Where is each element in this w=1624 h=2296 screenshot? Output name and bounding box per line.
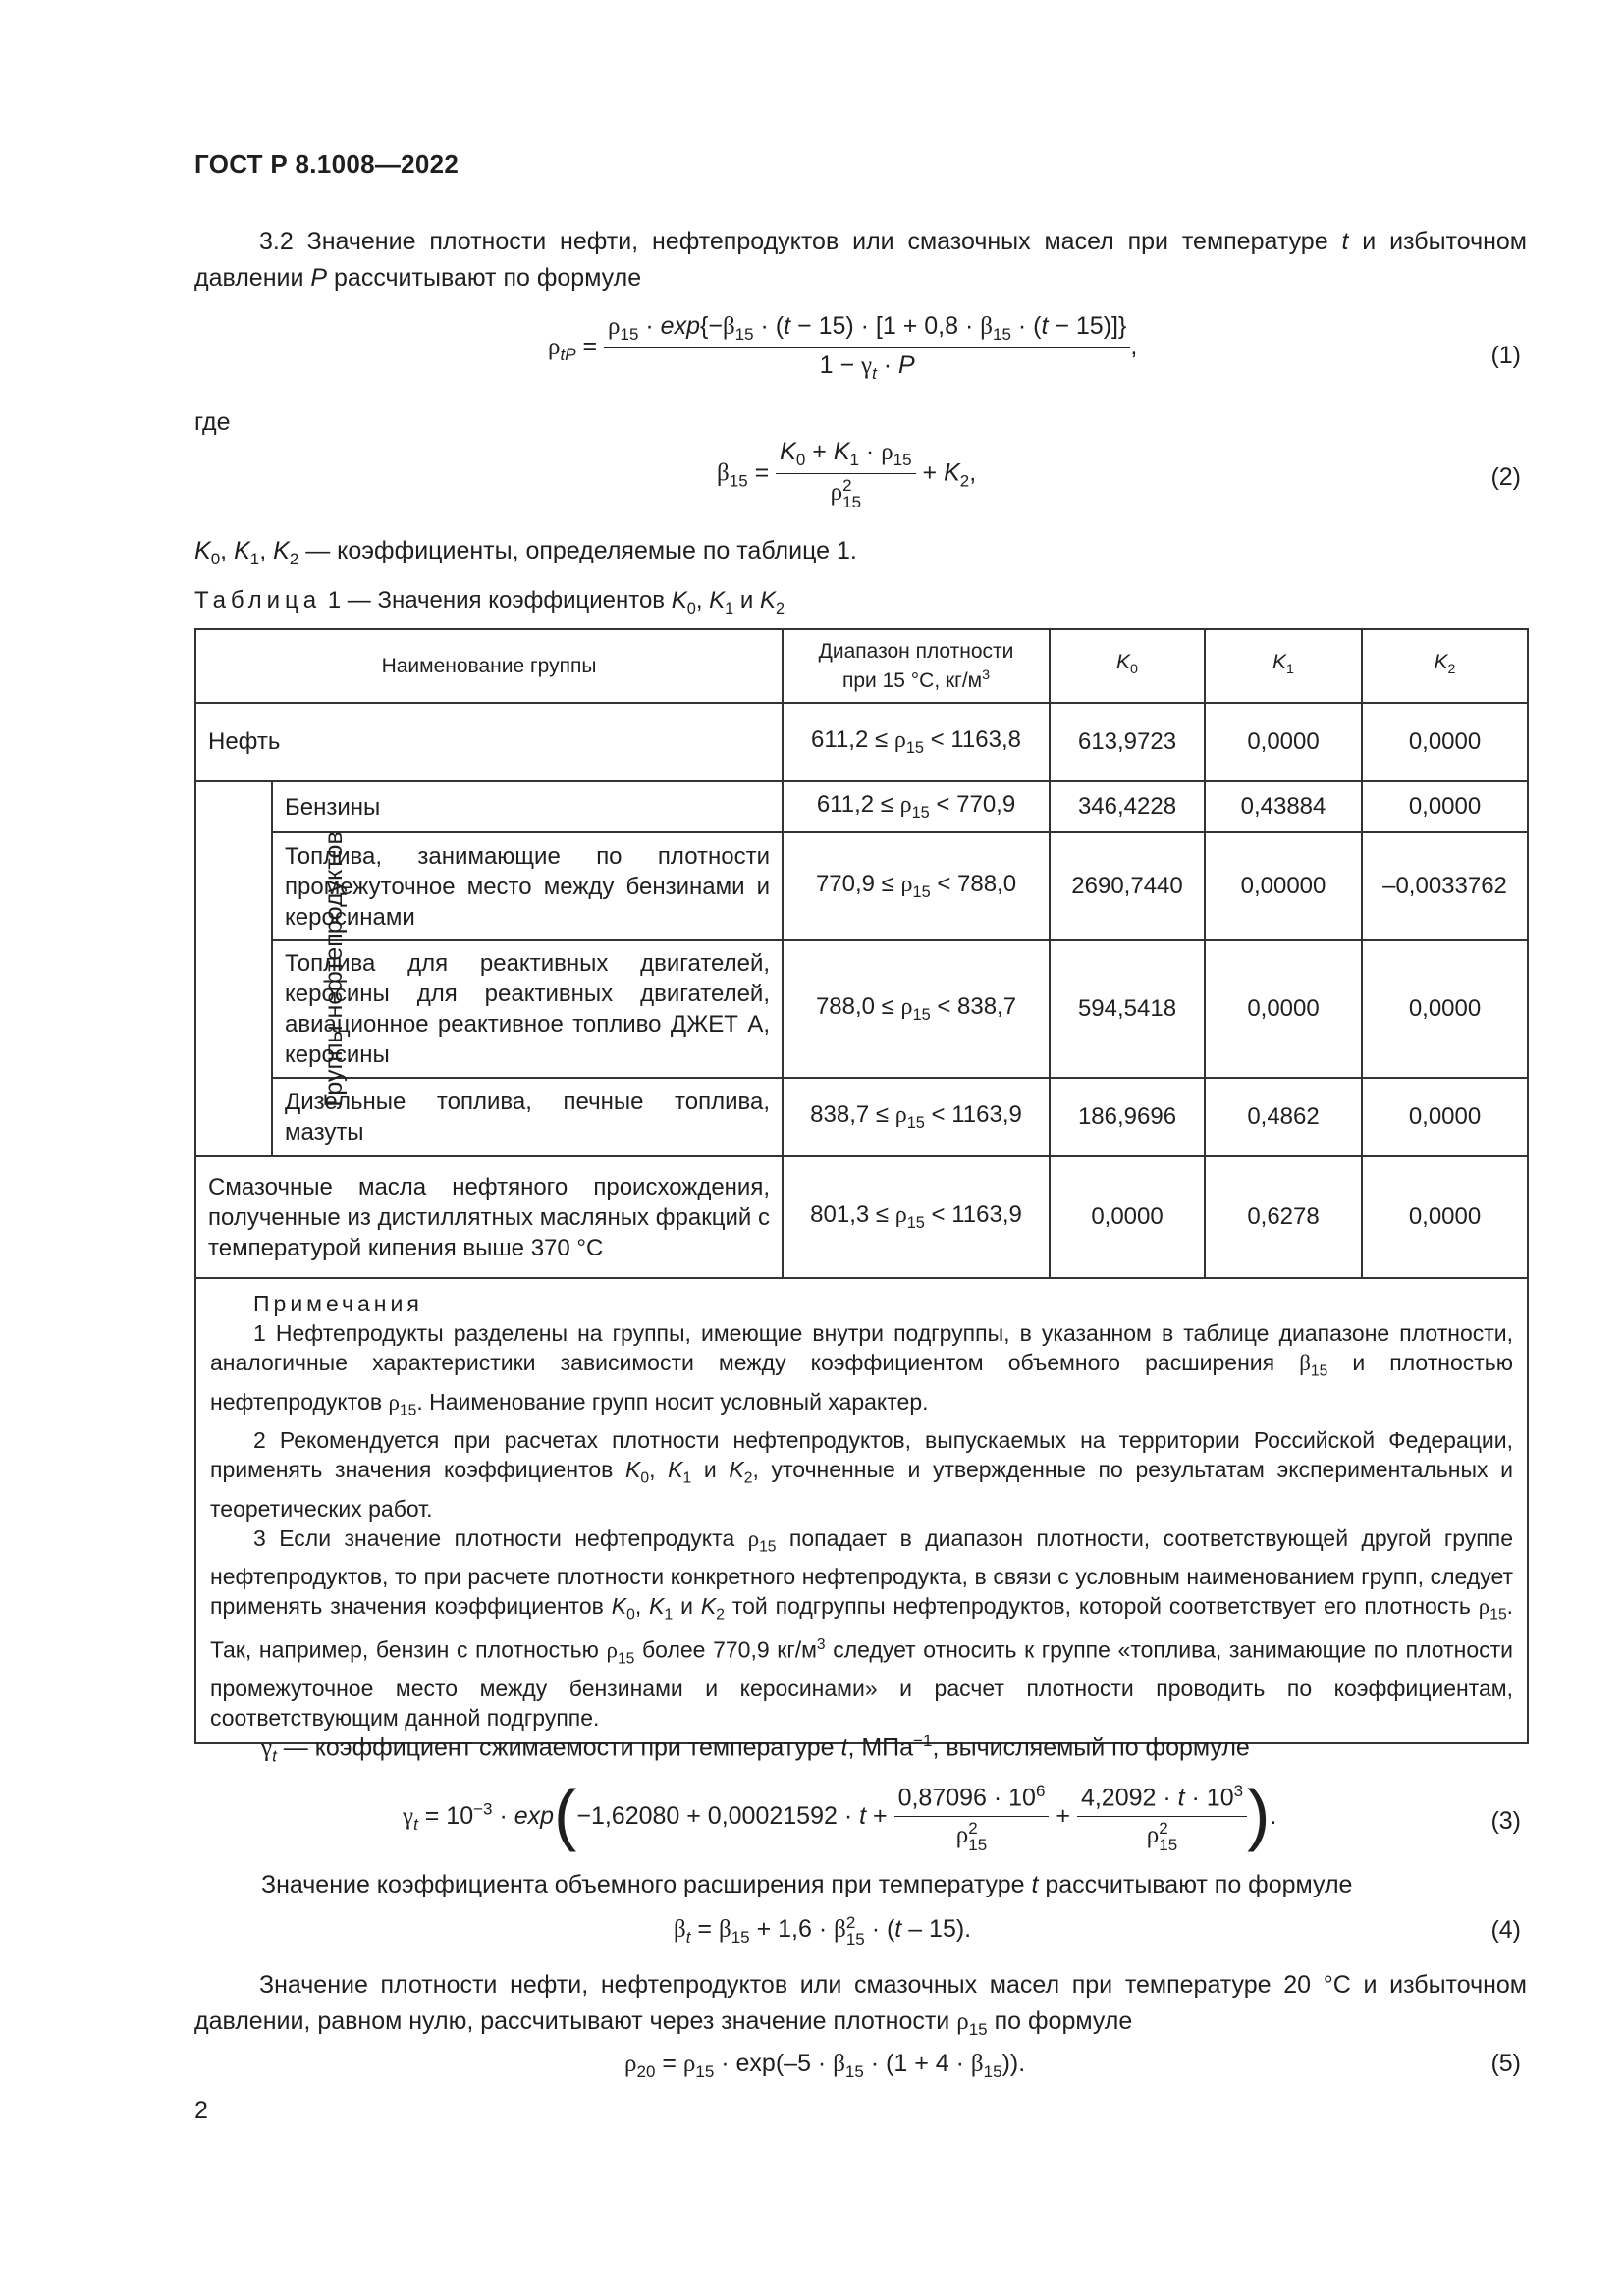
row-range: $770,9 \le \rho_{15} < 788,0$ bbox=[783, 832, 1050, 940]
table-row bbox=[195, 703, 1528, 781]
formula-2-number: (2) bbox=[1490, 463, 1521, 491]
note-2: 2 Рекомендуется при расчетах плотности нефтепродуктов, выпускаемых на территории Российской Федерации, применять значения коэффициентов $K_0$, $K_1$ и $K_2$, уточненные и утвержденные по результатам экспериментальных и теоретических работ. bbox=[210, 1427, 1514, 1522]
row-k1: 0,4862 bbox=[1205, 1078, 1362, 1156]
rho20-paragraph: Значение плотности нефти, нефтепродуктов или смазочных масел при температуре 20 °С и избыточном давлении, равном нулю, рассчитывают через значение плотности $\rho_{15}$ по формуле bbox=[194, 1971, 1527, 2039]
table-caption-prefix: Таблица bbox=[194, 587, 322, 614]
header-k1: $K_1$ bbox=[1205, 629, 1362, 703]
header-group-name: Наименование группы bbox=[195, 629, 783, 703]
row-range: $611,2 \le \rho_{15} < 770,9$ bbox=[783, 781, 1050, 832]
coefficients-text: — коэффициенты, определяемые по таблице 1. bbox=[305, 537, 857, 564]
row-k1: 0,43884 bbox=[1205, 781, 1362, 832]
header-k2: $K_2$ bbox=[1362, 629, 1528, 703]
row-range: $788,0 \le \rho_{15} < 838,7$ bbox=[783, 940, 1050, 1078]
notes-title: Примечания bbox=[253, 1291, 423, 1316]
row-k0: 0,0000 bbox=[1050, 1156, 1205, 1278]
table-row bbox=[195, 940, 1528, 1078]
row-k0: 594,5418 bbox=[1050, 940, 1205, 1078]
row-range: $611,2 \le \rho_{15} < 1163,8$ bbox=[783, 703, 1050, 781]
row-name: Топлива, занимающие по плотности промежуточное место между бензинами и керосинами bbox=[272, 832, 783, 940]
row-k2: 0,0000 bbox=[1362, 1078, 1528, 1156]
table-notes bbox=[195, 1278, 1528, 1743]
row-range: $838,7 \le \rho_{15} < 1163,9$ bbox=[783, 1078, 1050, 1156]
row-k1: 0,6278 bbox=[1205, 1156, 1362, 1278]
header-k0: $K_0$ bbox=[1050, 629, 1205, 703]
formula-5-number: (5) bbox=[1490, 2050, 1521, 2077]
row-k0: 186,9696 bbox=[1050, 1078, 1205, 1156]
formula-3-number: (3) bbox=[1490, 1807, 1521, 1835]
row-k1: 0,0000 bbox=[1205, 703, 1362, 781]
beta-t-line: Значение коэффициента объемного расширения при температуре t рассчитывают по формуле bbox=[261, 1871, 1353, 1898]
coefficients-table bbox=[194, 628, 1529, 1744]
formula-1: $\rho_{tP}$ = $\frac{\rho_{15} \cdot \exp\{-\beta_{15} \cdot (t - 15) \cdot [1 + 0,8 \cdot \beta_{15} \cdot (t - 15)]\}}{1 - \gamma_t \cdot P}$ , bbox=[548, 312, 1138, 383]
table-row bbox=[195, 781, 1528, 832]
note-1: 1 Нефтепродукты разделены на группы, имеющие внутри подгруппы, в указанном в таблице диапазоне плотности, аналогичные характеристики зависимости между коэффициентом объемного расширения $\beta_{15}$ и плотностью нефтепродуктов $\rho_{15}$. Наименование групп носит условный характер. bbox=[210, 1320, 1514, 1419]
row-k2: 0,0000 bbox=[1362, 781, 1528, 832]
row-name: Смазочные масла нефтяного происхождения, полученные из дистиллятных масляных фракций с температурой кипения выше 370 °C bbox=[195, 1156, 783, 1278]
row-k0: 613,9723 bbox=[1050, 703, 1205, 781]
row-name: Бензины bbox=[272, 781, 783, 832]
row-k1: 0,0000 bbox=[1205, 940, 1362, 1078]
header-density-range: Диапазон плотности при 15 °С, $кг/м^3$ bbox=[783, 629, 1050, 703]
coefficients-line: $K_0$, $K_1$, $K_2$ — коэффициенты, определяемые по таблице 1. bbox=[194, 537, 857, 568]
row-k0: 2690,7440 bbox=[1050, 832, 1205, 940]
where-label: где bbox=[194, 408, 231, 436]
note-3: 3 Если значение плотности нефтепродукта $\rho_{15}$ попадает в диапазон плотности, соответствующей другой группе нефтепродуктов, то при расчете плотности конкретного нефтепродукта, в связи с условным наименованием групп, следует применять значения коэффициентов $K_0$, $K_1$ и $K_2$ той подгруппы нефтепродуктов, которой соответствует его плотность $\rho_{15}$. Так, например, бензин с плотностью $\rho_{15}$ более 770,9 $кг/м^3$ следует относить к группе «топлива, занимающие по плотности промежуточное место между бензинами и керосинами» и расчет плотности проводить по коэффициентам, соответствующим данной подгруппе. bbox=[210, 1524, 1514, 1732]
notes-row bbox=[195, 1278, 1528, 1743]
group-label: Группы нефтепродуктов bbox=[319, 830, 348, 1107]
row-k2: 0,0000 bbox=[1362, 1156, 1528, 1278]
row-k1: 0,00000 bbox=[1205, 832, 1362, 940]
row-k2: –0,0033762 bbox=[1362, 832, 1528, 940]
formula-2: $\beta_{15}$ = $K_0 + K_1 \cdot \rho_{15}$ ρ 2 15 + $K_2$, bbox=[717, 438, 977, 511]
formula-3: $\gamma_t = 10^{-3} \cdot \exp(-1,62080 + 0,00021592 \cdot t$ + $0,87096 \cdot 10^6$ ρ 2 15 + $4,2092 \cdot t \cdot 10^3$ ρ 2 15 ). bbox=[403, 1776, 1277, 1854]
formula-4-number: (4) bbox=[1490, 1916, 1521, 1944]
row-name: Дизельные топлива, печные топлива, мазуты bbox=[272, 1078, 783, 1156]
row-name: Топлива для реактивных двигателей, керосины для реактивных двигателей, авиационное реактивное топливо ДЖЕТ А, керосины bbox=[272, 940, 783, 1078]
page-number: 2 bbox=[194, 2097, 208, 2124]
row-k2: 0,0000 bbox=[1362, 703, 1528, 781]
formula-4: $\beta_t = \beta_{15} + 1,6 \cdot \beta$ 2 15 · (t – 15). bbox=[674, 1913, 972, 1949]
row-name: Нефть bbox=[195, 703, 783, 781]
table-row bbox=[195, 1156, 1528, 1278]
section-3-2-paragraph: 3.2 Значение плотности нефти, нефтепродуктов или смазочных масел при температуре t и избыточном давлении P рассчитывают по формуле bbox=[194, 228, 1527, 292]
row-k2: 0,0000 bbox=[1362, 940, 1528, 1078]
formula-1-number: (1) bbox=[1490, 342, 1521, 369]
row-range: $801,3 \le \rho_{15} < 1163,9$ bbox=[783, 1156, 1050, 1278]
table-row bbox=[195, 1078, 1528, 1156]
row-k0: 346,4228 bbox=[1050, 781, 1205, 832]
table-row bbox=[195, 832, 1528, 940]
document-header: ГОСТ Р 8.1008—2022 bbox=[194, 149, 460, 179]
gamma-line: $\gamma_t$ — коэффициент сжимаемости при температуре t, МПа$^{-1}$, вычисляемый по формуле bbox=[261, 1732, 1250, 1766]
table-caption: Таблица 1 — Значения коэффициентов $K_0$, $K_1$ и $K_2$ bbox=[194, 587, 785, 617]
formula-5: $\rho_{20} = \rho_{15} \cdot \exp(-5 \cdot \beta_{15} \cdot (1 + 4 \cdot \beta_{15}))$. bbox=[624, 2050, 1026, 2081]
